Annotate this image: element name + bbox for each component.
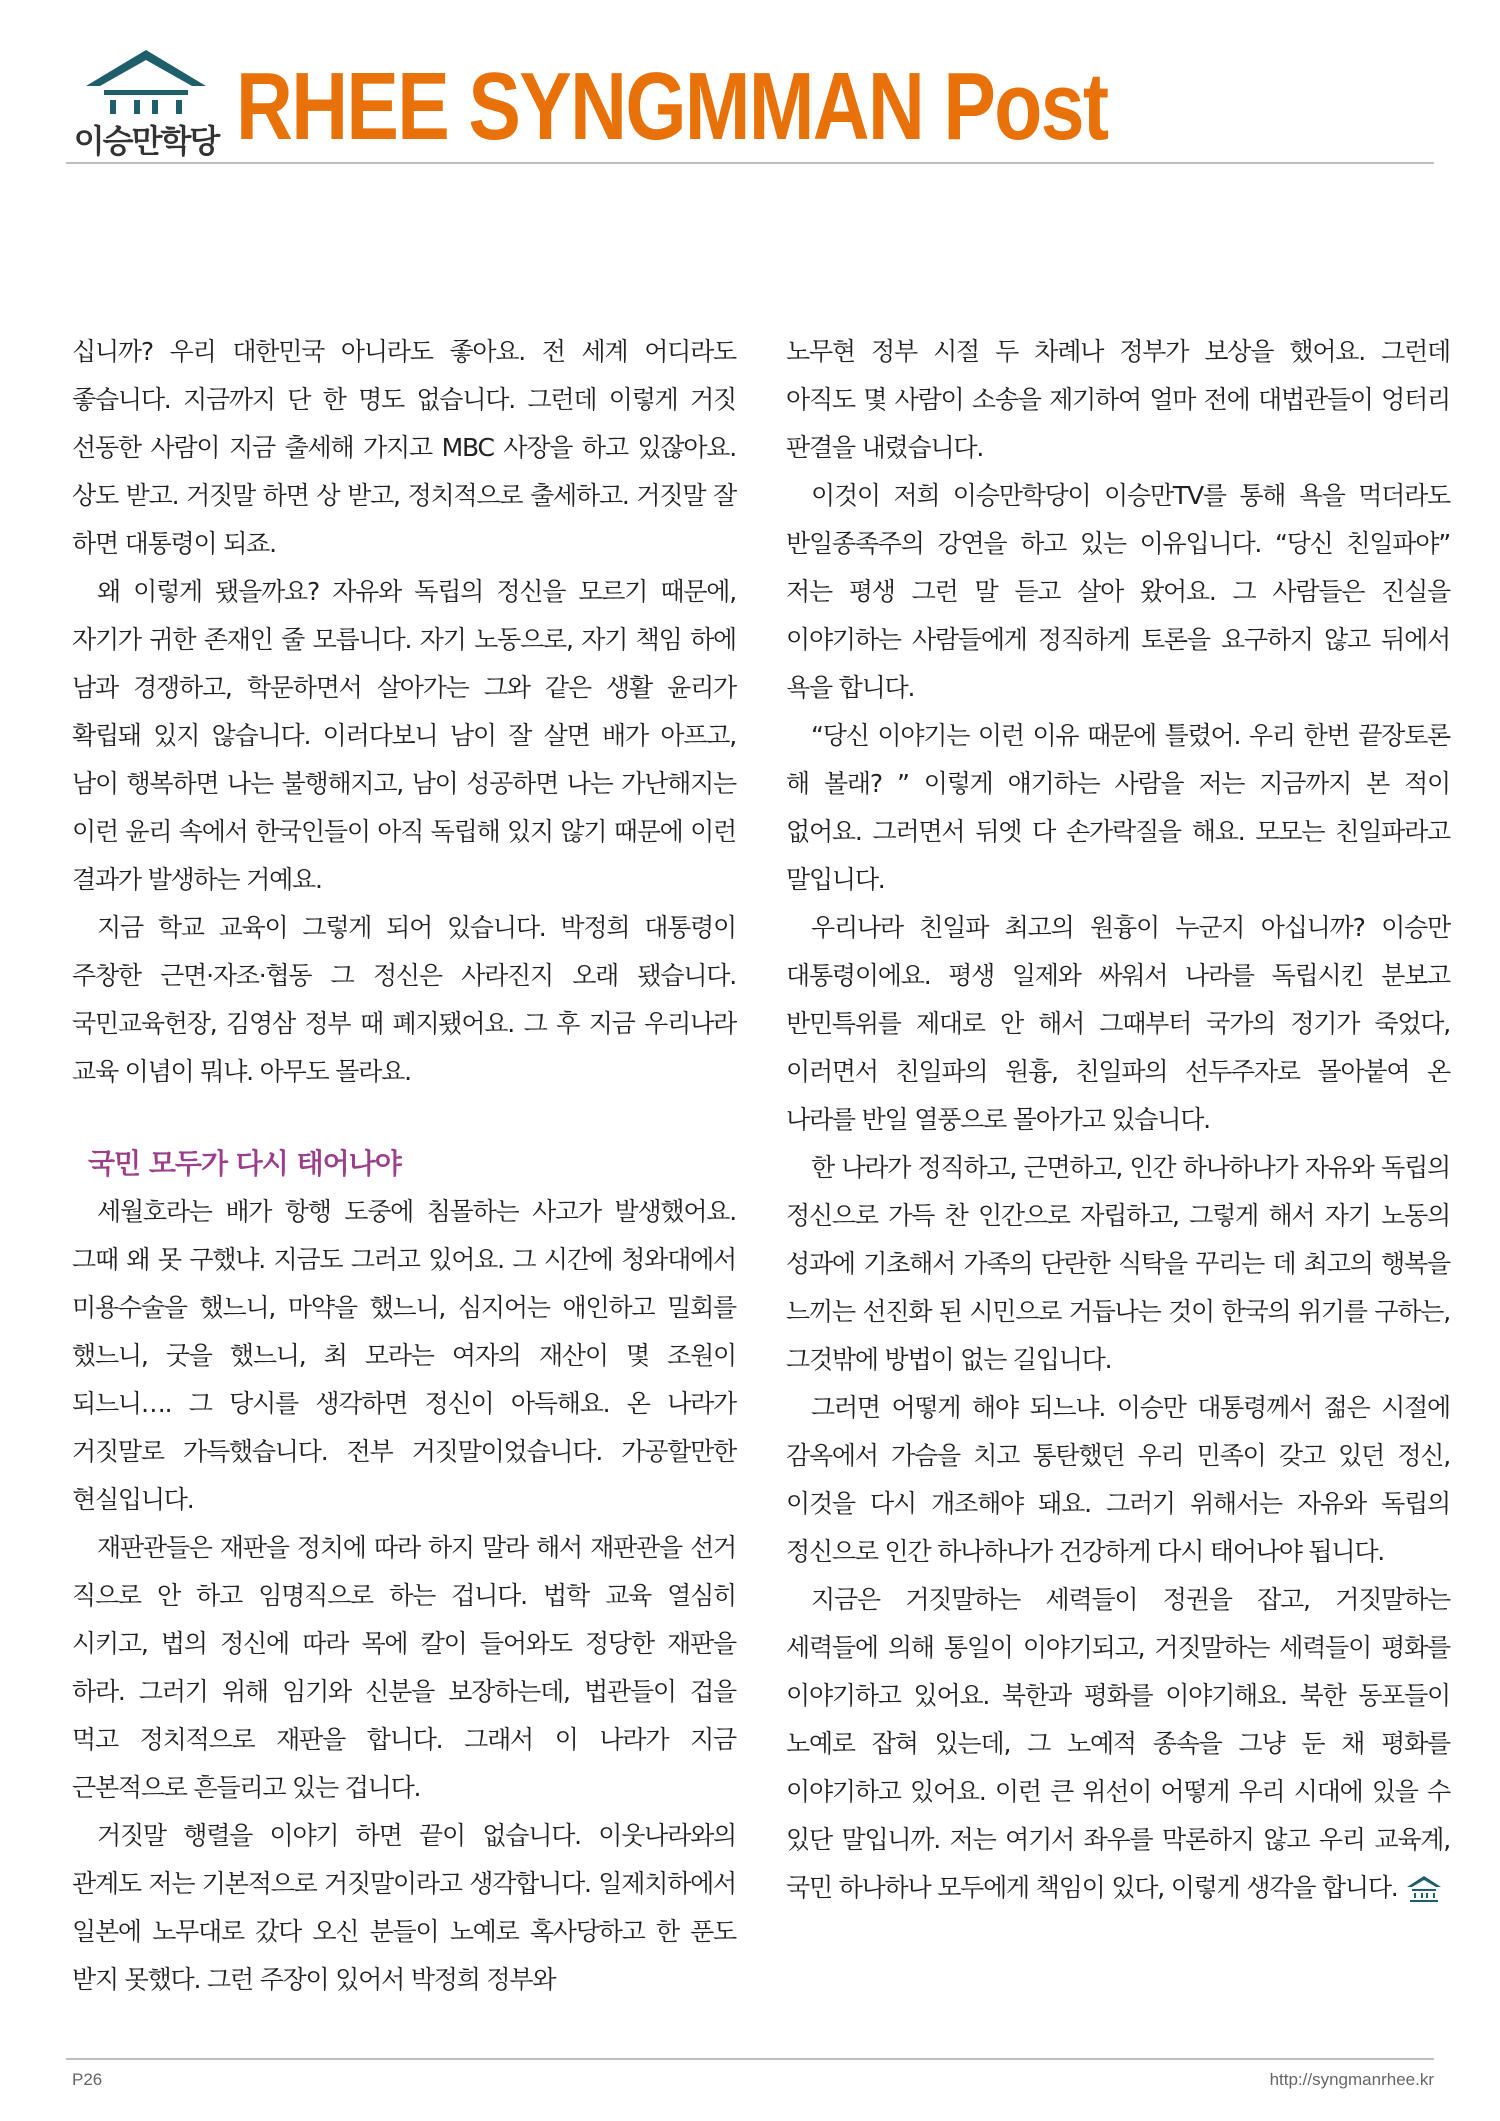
paragraph: 재판관들은 재판을 정치에 따라 하지 말라 해서 재판관을 선거 직으로 안 하고 임명직으로 하는 겁니다. 법학 교육 열심히 시키고, 법의 정신에 따라 목에 칼이 들어와도 정당한 재판을 하라. 그러기 위해 임기와 신분을 보장하는데, 법관들이 겁을 먹고 정치적으로 재판을 합니다. 그래서 이 나라가 지금 근본적으로 흔들리고 있는 겁니다. xyxy=(72,1533,736,1802)
masthead-title: RHEE SYNGMMAN Post xyxy=(236,53,1108,160)
paragraph: 한 나라가 정직하고, 근면하고, 인간 하나하나가 자유와 독립의 정신으로 가득 찬 인간으로 자립하고, 그렇게 해서 자기 노동의 성과에 기초해서 가족의 단란한 식탁을 꾸리는 데 최고의 행복을 느끼는 선진화 된 시민으로 거듭나는 것이 한국의 위기를 구하는, 그것밖에 방법이 없는 길입니다. xyxy=(786,1153,1450,1374)
paragraph: 왜 이렇게 됐을까요? 자유와 독립의 정신을 모르기 때문에, 자기가 귀한 존재인 줄 모릅니다. 자기 노동으로, 자기 책임 하에 남과 경쟁하고, 학문하면서 살아가는 그와 같은 생활 윤리가 확립돼 있지 않습니다. 이러다보니 남이 잘 살면 배가 아프고, 남이 행복하면 나는 불행해지고, 남이 성공하면 나는 가난해지는 이런 윤리 속에서 한국인들이 아직 독립해 있지 않기 때문에 이런 결과가 발생하는 거예요. xyxy=(72,577,736,894)
section-subheading: 국민 모두가 다시 태어나야 xyxy=(88,1147,401,1180)
paragraph-text: 지금은 거짓말하는 세력들이 정권을 잡고, 거짓말하는 세력들에 의해 통일이 이야기되고, 거짓말하는 세력들이 평화를 이야기하고 있어요. 북한과 평화를 이야기해요. 북한 동포들이 노예로 잡혀 있는데, 그 노예적 종속을 그냥 둔 채 평화를 이야기하고 있어요. 이런 큰 위선이 어떻게 우리 시대에 있을 수 있단 말입니까. 저는 여기서 좌우를 막론하지 않고 우리 교육계, 국민 하나하나 모두에게 책임이 있다, 이렇게 생각을 합니다. xyxy=(786,1585,1450,1902)
paragraph: 지금 학교 교육이 그렇게 되어 있습니다. 박정희 대통령이 주창한 근면·자조·협동 그 정신은 사라진지 오래 됐습니다. 국민교육헌장, 김영삼 정부 때 폐지됐어요. 그 후 지금 우리나라 교육 이념이 뭐냐. 아무도 몰라요. xyxy=(72,913,736,1086)
footer-divider xyxy=(66,2058,1434,2060)
paragraph: 우리나라 친일파 최고의 원흉이 누군지 아십니까? 이승만 대통령이에요. 평생 일제와 싸워서 나라를 독립시킨 분보고 반민특위를 제대로 안 해서 그때부터 국가의 정기가 죽었다, 이러면서 친일파의 원흉, 친일파의 선두주자로 몰아붙여 온 나라를 반일 열풍으로 몰아가고 있습니다. xyxy=(786,913,1450,1134)
paragraph: 그러면 어떻게 해야 되느냐. 이승만 대통령께서 젊은 시절에 감옥에서 가슴을 치고 통탄했던 우리 민족이 갖고 있던 정신, 이것을 다시 개조해야 돼요. 그러기 위해서는 자유와 독립의 정신으로 인간 하나하나가 건강하게 다시 태어나야 됩니다. xyxy=(786,1393,1450,1566)
right-column xyxy=(786,328,1450,1912)
paragraph: “당신 이야기는 이런 이유 때문에 틀렸어. 우리 한번 끝장토론 해 볼래? ” 이렇게 얘기하는 사람을 저는 지금까지 본 적이 없어요. 그러면서 뒤엣 다 손가락질을 해요. 모모는 친일파라고 말입니다. xyxy=(786,721,1450,894)
logo-text: 이승만학당 xyxy=(73,122,219,160)
academy-logo xyxy=(66,46,226,160)
paragraph: 노무현 정부 시절 두 차례나 정부가 보상을 했어요. 그런데 아직도 몇 사람이 소송을 제기하여 얼마 전에 대법관들이 엉터리 판결을 내렸습니다. xyxy=(786,337,1450,462)
paragraph-last xyxy=(786,1576,1450,1912)
end-mark-logo-icon xyxy=(1404,1874,1444,1904)
paragraph: 세월호라는 배가 항행 도중에 침몰하는 사고가 발생했어요. 그때 왜 못 구했냐. 지금도 그러고 있어요. 그 시간에 청와대에서 미용수술을 했느니, 마약을 했느니, 심지어는 애인하고 밀회를 했느니, 굿을 했느니, 최 모라는 여자의 재산이 몇 조원이 되느니…. 그 당시를 생각하면 정신이 아득해요. 온 나라가 거짓말로 가득했습니다. 전부 거짓말이었습니다. 가공할만한 현실입니다. xyxy=(72,1197,736,1514)
left-column xyxy=(72,328,736,2004)
paragraph: 십니까? 우리 대한민국 아니라도 좋아요. 전 세계 어디라도 좋습니다. 지금까지 단 한 명도 없습니다. 그런데 이렇게 거짓 선동한 사람이 지금 출세해 가지고 MBC 사장을 하고 있잖아요. 상도 받고. 거짓말 하면 상 받고, 정치적으로 출세하고. 거짓말 잘 하면 대통령이 되죠. xyxy=(72,337,736,558)
page-number: P26 xyxy=(72,2070,103,2089)
paragraph: 이것이 저희 이승만학당이 이승만TV를 통해 욕을 먹더라도 반일종족주의 강연을 하고 있는 이유입니다. “당신 친일파야” 저는 평생 그런 말 듣고 살아 왔어요. 그 사람들은 진실을 이야기하는 사람들에게 정직하게 토론을 요구하지 않고 뒤에서 욕을 합니다. xyxy=(786,481,1450,702)
paragraph: 거짓말 행렬을 이야기 하면 끝이 없습니다. 이웃나라와의 관계도 저는 기본적으로 거짓말이라고 생각합니다. 일제치하에서 일본에 노무대로 갔다 오신 분들이 노예로 혹사당하고 한 푼도 받지 못했다. 그런 주장이 있어서 박정희 정부와 xyxy=(72,1821,736,1994)
header-divider xyxy=(66,162,1434,164)
footer-url[interactable]: http://syngmanrhee.kr xyxy=(1269,2070,1434,2089)
academy-house-logo-icon xyxy=(82,46,210,114)
